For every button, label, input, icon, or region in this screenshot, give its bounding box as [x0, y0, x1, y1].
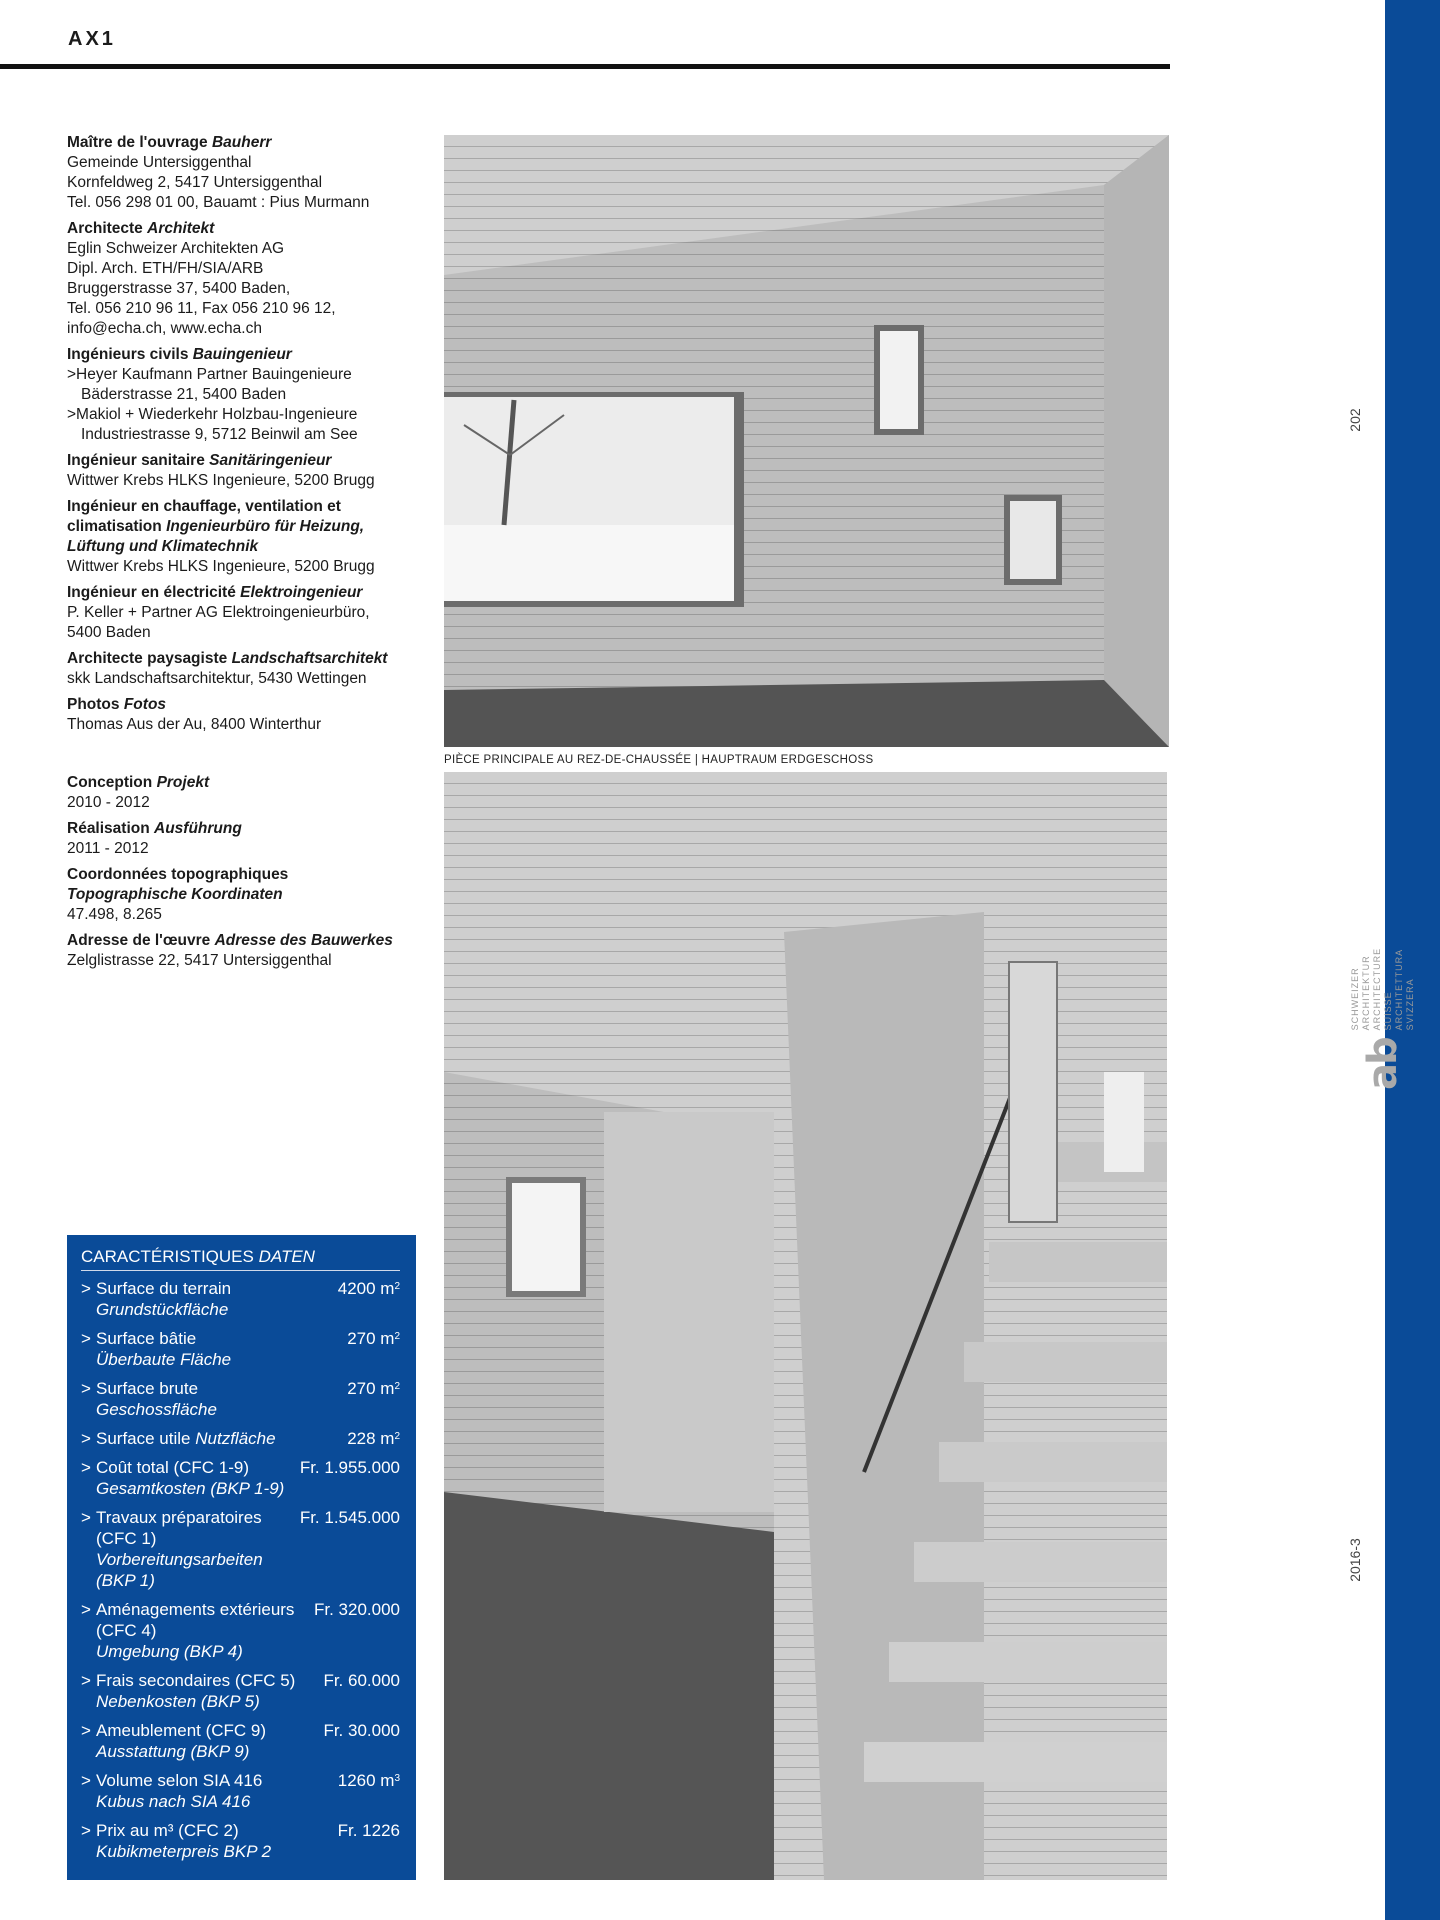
project-heading: [67, 773, 397, 793]
data-row-value: [300, 1507, 400, 1591]
credit-line: >Makiol + Wiederkehr Holzbau-Ingenieure: [67, 406, 358, 423]
credit-entry: [67, 345, 397, 445]
credit-heading-de: Bauingenieur: [192, 346, 292, 363]
data-row-label: [81, 1378, 217, 1420]
credit-line: Wittwer Krebs HLKS Ingenieure, 5200 Brugg: [67, 472, 375, 489]
data-row: [81, 1670, 400, 1712]
data-value-text: Fr. 30.000: [323, 1721, 400, 1740]
credit-line: Thomas Aus der Au, 8400 Winterthur: [67, 716, 322, 733]
data-value-unit-exponent: 2: [394, 1281, 400, 1292]
data-value-text: Fr. 320.000: [313, 1600, 400, 1619]
data-label-de: Ausstattung (BKP 9): [96, 1742, 250, 1761]
credit-heading-de: Landschaftsarchitekt: [231, 650, 388, 667]
project-line: 2011 - 2012: [67, 840, 149, 857]
data-value-unit-exponent: 3: [394, 1773, 400, 1784]
data-row-label: [81, 1720, 266, 1762]
credit-line: Wittwer Krebs HLKS Ingenieure, 5200 Brugg: [67, 558, 375, 575]
data-row-label: [81, 1599, 314, 1662]
credit-heading-fr: Photos: [67, 696, 120, 713]
credit-heading: [67, 583, 397, 603]
data-row-value: [323, 1670, 400, 1712]
data-label-de: Überbaute Fläche: [96, 1350, 232, 1369]
credit-heading: [67, 345, 397, 365]
data-label-de: Kubikmeterpreis BKP 2: [96, 1842, 272, 1861]
logo-line: ARCHITETTURA SVIZZERA: [1394, 949, 1415, 1031]
project-heading-de: Projekt: [156, 774, 210, 791]
credit-line: 5400 Baden: [67, 624, 151, 641]
project-heading-fr: Coordonnées topographiques: [67, 866, 289, 883]
credit-heading-de: Architekt: [147, 220, 215, 237]
data-row: [81, 1720, 400, 1762]
logo-mark: ab: [1360, 1038, 1406, 1090]
data-row-value: [338, 1770, 400, 1812]
credit-line: Industriestrasse 9, 5712 Beinwil am See: [81, 426, 358, 443]
data-row-value: [338, 1278, 400, 1320]
credit-line: Tel. 056 298 01 00, Bauamt : Pius Murmann: [67, 194, 370, 211]
project-heading-de: Ausführung: [154, 820, 242, 837]
credit-line: Dipl. Arch. ETH/FH/SIA/ARB: [67, 260, 264, 277]
data-row: [81, 1278, 400, 1320]
data-value-text: Fr. 1226: [337, 1821, 400, 1840]
credit-heading-fr: Ingénieur en chauffage, ventilation et climatisation: [67, 498, 341, 535]
credit-heading-fr: Architecte paysagiste: [67, 650, 228, 667]
credit-line: Tel. 056 210 96 11, Fax 056 210 96 12,: [67, 300, 336, 317]
project-heading-fr: Conception: [67, 774, 153, 791]
data-row-value: [347, 1428, 400, 1449]
data-label-fr: Surface brute: [96, 1379, 199, 1398]
project-heading-de: Adresse des Bauwerkes: [214, 932, 393, 949]
data-label-fr: Surface bâtie: [96, 1329, 197, 1348]
credit-heading: [67, 219, 397, 239]
project-line: 47.498, 8.265: [67, 906, 162, 923]
credit-entry: [67, 497, 397, 577]
data-value-unit-exponent: 2: [394, 1331, 400, 1342]
credit-heading-de: Bauherr: [211, 134, 272, 151]
data-label-fr: Prix au m³ (CFC 2): [96, 1821, 239, 1840]
project-heading: [67, 865, 397, 905]
credit-heading-fr: Ingénieur en électricité: [67, 584, 236, 601]
data-label-de: Umgebung (BKP 4): [96, 1642, 243, 1661]
credit-line: info@echa.ch, www.echa.ch: [67, 320, 262, 337]
credit-heading: [67, 451, 397, 471]
project-line: Zelglistrasse 22, 5417 Untersiggenthal: [67, 952, 332, 969]
project-line: 2010 - 2012: [67, 794, 150, 811]
project-entry: [67, 865, 397, 925]
data-row-value: [323, 1720, 400, 1762]
data-row-value: [347, 1328, 400, 1370]
credit-entry: [67, 649, 397, 689]
credit-heading-de: Fotos: [123, 696, 167, 713]
credit-line: P. Keller + Partner AG Elektroingenieurbüro,: [67, 604, 370, 621]
credit-line: Bruggerstrasse 37, 5400 Baden,: [67, 280, 291, 297]
data-label-de: Nutzfläche: [195, 1429, 276, 1448]
data-label-fr: Volume selon SIA 416: [96, 1771, 263, 1790]
credit-heading: [67, 695, 397, 715]
data-value-text: 270 m: [347, 1379, 395, 1398]
data-label-de: Geschossfläche: [96, 1400, 217, 1419]
data-panel: [67, 1235, 416, 1880]
credit-line: Gemeinde Untersiggenthal: [67, 154, 252, 171]
credit-entry: [67, 695, 397, 735]
issue-number: 2016-3: [1347, 1538, 1363, 1582]
logo-line: SCHWEIZER ARCHITEKTUR: [1350, 955, 1371, 1031]
data-row-label: [81, 1457, 284, 1499]
credit-heading-de: Sanitäringenieur: [209, 452, 332, 469]
photo-main-room: [444, 135, 1169, 747]
data-value-text: 270 m: [347, 1329, 395, 1348]
data-row: [81, 1328, 400, 1370]
logo-line: ARCHITECTURE SUISSE: [1372, 947, 1393, 1031]
data-row-label: [81, 1278, 231, 1320]
data-row-label: [81, 1670, 295, 1712]
data-label-de: Gesamtkosten (BKP 1-9): [96, 1479, 285, 1498]
data-row-label: [81, 1507, 300, 1591]
running-header: AX1: [68, 28, 116, 50]
credit-entry: [67, 451, 397, 491]
data-row-value: [300, 1457, 400, 1499]
credit-line: Kornfeldweg 2, 5417 Untersiggenthal: [67, 174, 323, 191]
photo-stair: [444, 772, 1167, 1880]
data-row-label: [81, 1328, 231, 1370]
credit-heading: [67, 133, 397, 153]
data-value-unit-exponent: 2: [394, 1431, 400, 1442]
project-heading-fr: Adresse de l'œuvre: [67, 932, 211, 949]
credits-list: [67, 133, 397, 741]
data-label-de: Nebenkosten (BKP 5): [96, 1692, 260, 1711]
project-heading-fr: Réalisation: [67, 820, 150, 837]
data-row-label: [81, 1820, 271, 1862]
data-row: [81, 1770, 400, 1812]
data-row: [81, 1378, 400, 1420]
project-entry: [67, 931, 397, 971]
data-value-unit-exponent: 2: [394, 1381, 400, 1392]
credit-line: skk Landschaftsarchitektur, 5430 Wettingen: [67, 670, 367, 687]
data-label-fr: Travaux préparatoires (CFC 1): [96, 1508, 262, 1548]
data-row: [81, 1428, 400, 1449]
data-row: [81, 1507, 400, 1591]
header-rule: [0, 64, 1170, 69]
data-row: [81, 1599, 400, 1662]
data-label-de: Vorbereitungsarbeiten (BKP 1): [96, 1550, 263, 1590]
credit-heading-fr: Ingénieurs civils: [67, 346, 189, 363]
data-panel-title: CARACTÉRISTIQUES DATEN: [81, 1247, 400, 1271]
data-value-text: 228 m: [347, 1429, 395, 1448]
credit-heading: [67, 649, 397, 669]
credit-entry: [67, 583, 397, 643]
data-label-fr: Surface du terrain: [96, 1279, 232, 1298]
data-label-de: Kubus nach SIA 416: [96, 1792, 251, 1811]
credit-line: Eglin Schweizer Architekten AG: [67, 240, 285, 257]
project-info: [67, 773, 397, 977]
data-value-text: 4200 m: [337, 1279, 395, 1298]
data-row: [81, 1820, 400, 1862]
credit-heading-fr: Architecte: [67, 220, 143, 237]
data-value-text: 1260 m: [337, 1771, 395, 1790]
credit-line: >Heyer Kaufmann Partner Bauingenieure: [67, 366, 352, 383]
data-value-text: Fr. 1.955.000: [299, 1458, 400, 1477]
data-label-fr: Coût total (CFC 1-9): [96, 1458, 250, 1477]
credit-line: Bäderstrasse 21, 5400 Baden: [81, 386, 287, 403]
project-entry: [67, 773, 397, 813]
data-label-de: Grundstückfläche: [96, 1300, 229, 1319]
credit-heading-de: Ingenieurbüro für Heizung, Lüftung und Klimatechnik: [67, 518, 365, 555]
page-number: 202: [1347, 408, 1363, 432]
credit-heading-de: Elektroingenieur: [240, 584, 363, 601]
data-label-fr: Ameublement (CFC 9): [96, 1721, 267, 1740]
credit-entry: [67, 133, 397, 213]
credit-heading: [67, 497, 397, 557]
data-label-fr: Aménagements extérieurs (CFC 4): [96, 1600, 295, 1640]
magazine-logo: [1350, 920, 1415, 1090]
data-row-label: [81, 1428, 276, 1449]
data-row-value: [314, 1599, 400, 1662]
data-row-label: [81, 1770, 262, 1812]
project-entry: [67, 819, 397, 859]
data-row-value: [338, 1820, 400, 1862]
project-heading: [67, 819, 397, 839]
credit-heading-fr: Maître de l'ouvrage: [67, 134, 208, 151]
data-value-text: Fr. 1.545.000: [299, 1508, 400, 1527]
credit-heading-fr: Ingénieur sanitaire: [67, 452, 205, 469]
data-row: [81, 1457, 400, 1499]
project-heading-de: Topographische Koordinaten: [67, 886, 283, 903]
data-value-text: Fr. 60.000: [323, 1671, 400, 1690]
project-heading: [67, 931, 397, 951]
credit-entry: [67, 219, 397, 339]
data-row-value: [347, 1378, 400, 1420]
photo-caption: PIÈCE PRINCIPALE AU REZ-DE-CHAUSSÉE | HAUPTRAUM ERDGESCHOSS: [444, 754, 874, 766]
data-label-fr: Frais secondaires (CFC 5): [96, 1671, 296, 1690]
data-label-fr: Surface utile: [96, 1429, 191, 1448]
